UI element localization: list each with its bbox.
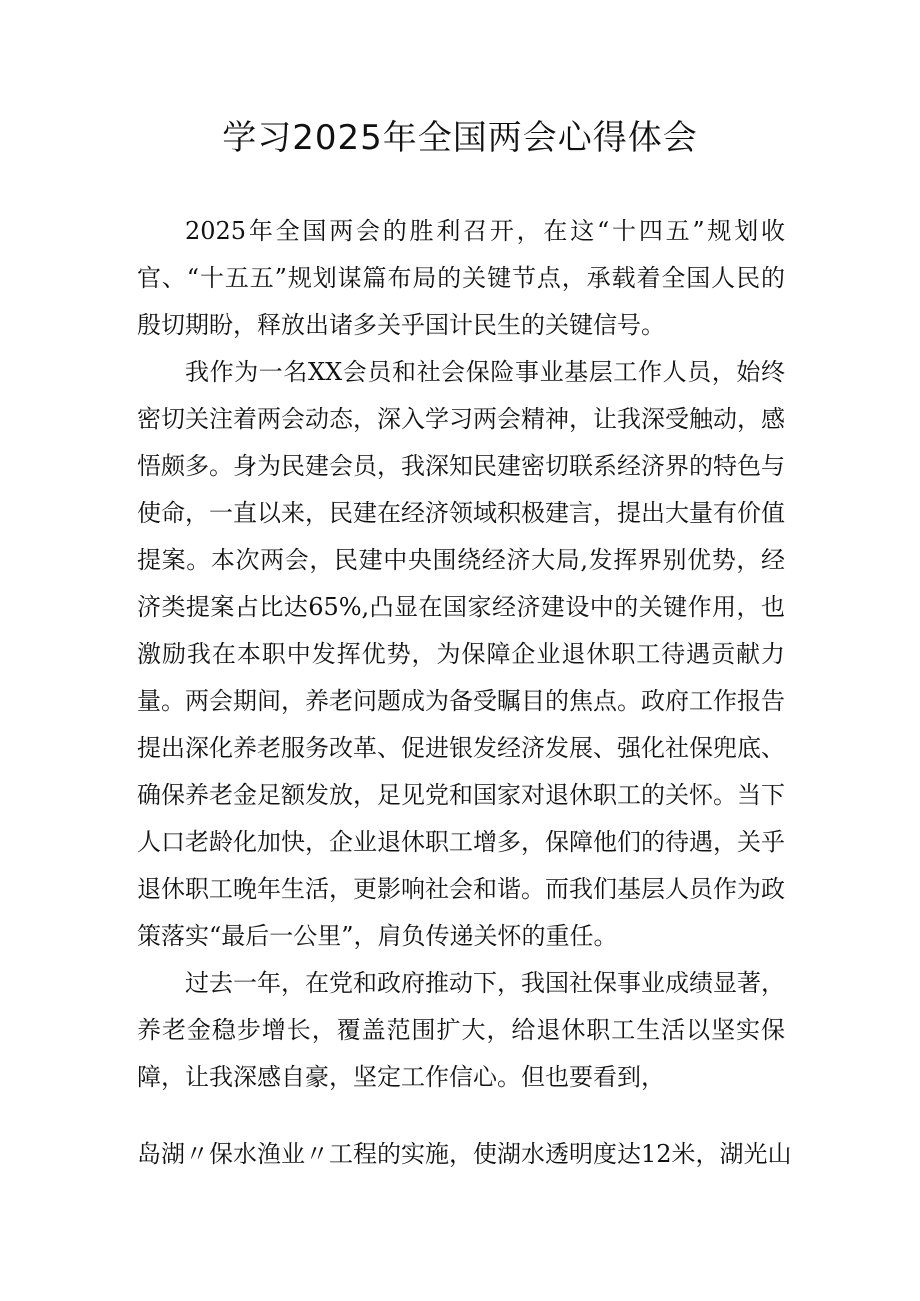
document-title: 学习2025年全国两会心得体会	[222, 118, 698, 158]
paragraph-3: 过去一年，在党和政府推动下，我国社保事业成绩显著，养老金稳步增长，覆盖范围扩大，给退休职工生活以坚实保障，让我深感自豪，坚定工作信心。但也要看到，	[137, 969, 785, 1091]
trailing-line: 岛湖〃保水渔业〃工程的实施，使湖水透明度达12米，湖光山	[137, 1140, 792, 1168]
paragraph-2: 我作为一名XX会员和社会保险事业基层工作人员，始终密切关注着两会动态，深入学习两会精神，让我深受触动，感悟颇多。身为民建会员，我深知民建密切联系经济界的特色与使命，一直以来，民建在经济领域积极建言，提出大量有价值提案。本次两会，民建中央围绕经济大局,发挥界别优势，经济类提案占比达65%,凸显在国家经济建设中的关键作用，也激励我在本职中发挥优势，为保障企业退休职工待遇贡献力量。两会期间，养老问题成为备受瞩目的焦点。政府工作报告提出深化养老服务改革、促进银发经济发展、强化社保兜底、确保养老金足额发放，足见党和国家对退休职工的关怀。当下人口老龄化加快，企业退休职工增多，保障他们的待遇，关乎退休职工晚年生活，更影响社会和谐。而我们基层人员作为政策落实“最后一公里”，肩负传递关怀的重任。	[137, 358, 785, 950]
document-body	[137, 208, 785, 1101]
paragraph-1: 2025年全国两会的胜利召开，在这“十四五”规划收官、“十五五”规划谋篇布局的关键节点，承载着全国人民的殷切期盼，释放出诸多关乎国计民生的关键信号。	[137, 217, 785, 339]
